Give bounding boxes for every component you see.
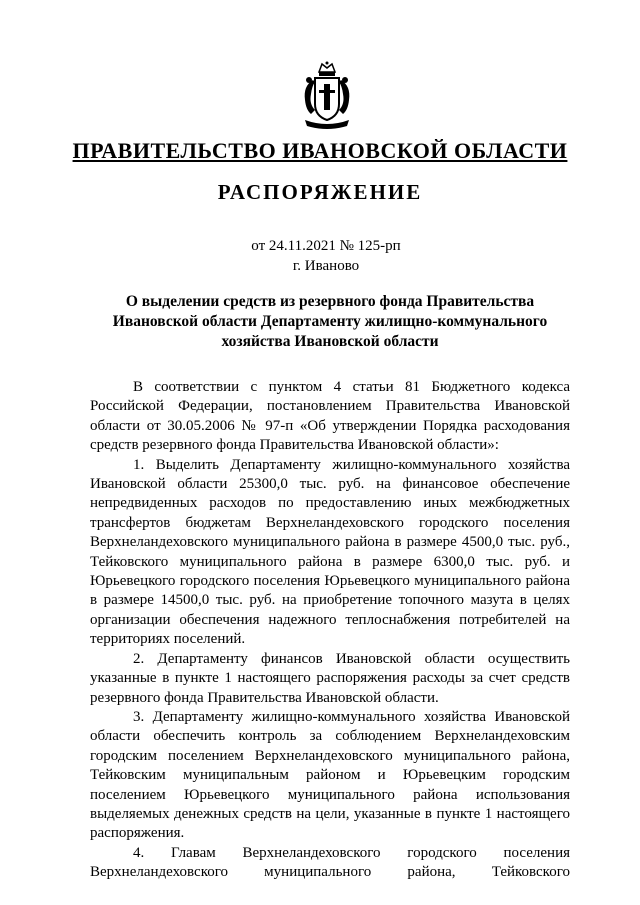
item-2-paragraph: 2. Департаменту финансов Ивановской области осуществить указанные в пункте 1 настоящего распоряжения расходы за счет средств резервного фонда Правительства Ивановской области. (90, 650, 570, 706)
date-and-place (0, 236, 640, 276)
preamble-paragraph: В соответствии с пунктом 4 статьи 81 Бюджетного кодекса Российской Федерации, постановлением Правительства Ивановской области от 30.05.2006 № 97-п «Об утверждении Порядка расходования средств резервного фонда Правительства Ивановской области»: (90, 379, 570, 454)
document-body (90, 378, 570, 883)
document-subject: О выделении средств из резервного фонда Правительства Ивановской области Департаменту жилищно-коммунального хозяйства Ивановской области (112, 293, 548, 350)
coat-of-arms-icon (297, 60, 357, 130)
city: г. Иваново (292, 258, 360, 274)
date-number: от 24.11.2021 № 125-рп (251, 238, 401, 254)
government-title: ПРАВИТЕЛЬСТВО ИВАНОВСКОЙ ОБЛАСТИ (72, 138, 568, 163)
item-1-paragraph: 1. Выделить Департаменту жилищно-коммунального хозяйства Ивановской области 25300,0 тыс. руб. на финансовое обеспечение непредвиденных расходов по предоставлению иных межбюджетных трансфертов бюджетам Верхнеландеховского городского поселения Верхнеландеховского муниципального района в размере 4500,0 тыс. руб., Тейковского муниципального района в размере 6300,0 тыс. руб. и Юрьевецкого городского поселения Юрьевецкого муниципального района в размере 14500,0 тыс. руб. на приобретение топочного мазута в целях организации обеспечения надежного теплоснабжения потребителей на территориях поселений. (90, 456, 570, 648)
document-type: РАСПОРЯЖЕНИЕ (217, 180, 423, 204)
item-3-paragraph: 3. Департаменту жилищно-коммунального хозяйства Ивановской области обеспечить контроль за соблюдением Верхнеландеховским городским поселением Верхнеландеховского муниципального района, Тейковским муниципальным районом и Юрьевецким городским поселением Юрьевецкого муниципального района использования выделяемых денежных средств на цели, указанные в пункте 1 настоящего распоряжения. (90, 708, 570, 842)
item-4-paragraph: 4. Главам Верхнеландеховского городского поселения Верхнеландеховского муниципального района, Тейковского (90, 844, 570, 881)
